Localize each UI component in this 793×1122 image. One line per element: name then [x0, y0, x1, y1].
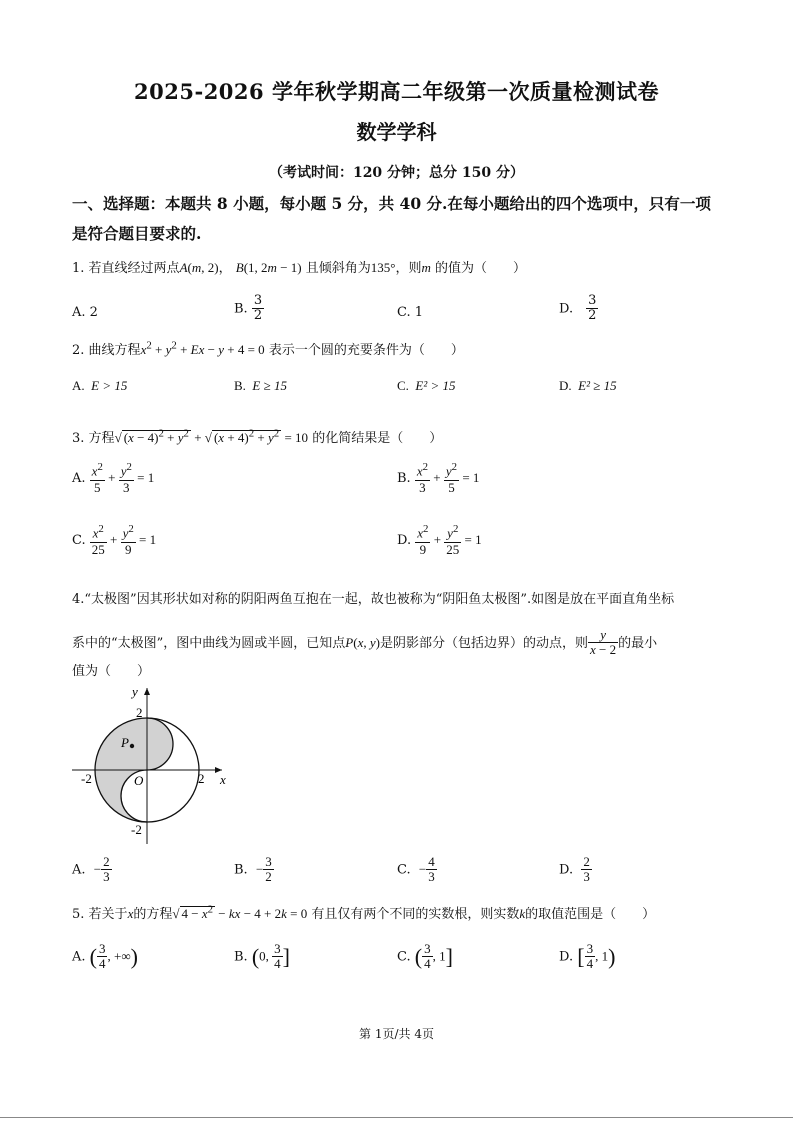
section-heading-line2: 是符合题目要求的.	[72, 224, 202, 243]
formula-point-a: A	[179, 260, 188, 275]
q1-option-b[interactable]: B. $\frac{3}{2}$	[234, 293, 263, 324]
formula-ellipse-definition: √ $(x - 4)^2 + y^2$ + √ $(x + 4)^2 + y^2 = 10$	[114, 427, 309, 445]
question-number: 2.	[72, 343, 85, 358]
tick-y-bottom: -2	[131, 822, 142, 837]
y-axis-label: y	[132, 684, 138, 699]
question-text: 若直线经过两点	[88, 261, 180, 276]
formula-slope-fraction: $\frac{y}{x - 2}$	[590, 627, 617, 658]
page-footer: 第 1页/共 4页	[359, 1027, 434, 1041]
q5-option-a[interactable]: A. ( $\frac{3}{4}$ , +∞)	[72, 941, 138, 972]
question-3: 3. 方程√ $(x - 4)^2 + y^2$ + √ $(x + 4)^2 + y^2 = 10$ 的化简结果是（ ）	[72, 427, 443, 446]
section-heading-line1: 一、选择题：本题共 8 小题，每小题 5 分，共 40 分.在每小题给出的四个选项中，只有一项	[72, 194, 711, 213]
point-p-label: P	[121, 735, 129, 750]
formula-point-p: P	[345, 634, 354, 650]
question-4-line3: 值为（ ）	[72, 664, 151, 679]
q3-option-d[interactable]: D. $\frac{x^2}{9}$ + $\frac{y^2}{25}$ = 1	[397, 523, 482, 557]
question-text: 方程	[88, 431, 115, 446]
q2-option-a[interactable]: A. E > 15	[72, 378, 128, 393]
q4-option-c[interactable]: C. − $\frac{4}{3}$	[397, 854, 435, 885]
q5-option-c[interactable]: C. ( $\frac{3}{4}$ , 1]	[397, 941, 453, 972]
question-number: 1.	[72, 261, 85, 276]
y-axis-arrow	[144, 688, 150, 695]
tick-x-left: -2	[81, 771, 92, 786]
q5-option-d[interactable]: D. [ $\frac{3}{4}$ , 1)	[559, 941, 616, 972]
q4-option-b[interactable]: B. − $\frac{3}{2}$	[234, 854, 272, 885]
q2-option-c[interactable]: C. E² > 15	[397, 378, 456, 393]
question-number: 5.	[72, 907, 85, 922]
question-number: 3.	[72, 431, 85, 446]
origin-label: O	[134, 773, 144, 788]
q1-option-a[interactable]: A. 2	[72, 305, 98, 320]
q3-option-a[interactable]: A. $\frac{x^2}{5}$ + $\frac{y^2}{3}$ = 1	[72, 461, 155, 495]
q4-option-d[interactable]: D. $\frac{2}{3}$	[559, 854, 590, 885]
q1-option-d[interactable]: D. $\frac{3}{2}$	[559, 293, 597, 324]
question-2: 2. 曲线方程$x^2 + y^2 + Ex - y + 4 = 0$ 表示一个圆的充要条件为（ ）	[72, 339, 464, 358]
question-1: 1. 若直线经过两点A(m, 2)， B(1, 2m − 1) 且倾斜角为135°，则m 的值为（ ）	[72, 260, 527, 276]
question-4	[72, 588, 674, 607]
subject-title: 数学学科	[356, 120, 437, 144]
q3-option-c[interactable]: C. $\frac{x^2}{25}$ + $\frac{y^2}{9}$ = 1	[72, 523, 157, 557]
q5-option-b[interactable]: B. (0, $\frac{3}{4}$ ]	[234, 941, 290, 972]
q3-option-b[interactable]: B. $\frac{x^2}{3}$ + $\frac{y^2}{5}$ = 1	[397, 461, 480, 495]
formula-root-equation: √ $4 - x^2$ − kx − 4 + 2k = 0	[172, 903, 308, 921]
exam-title: 2025-2026 学年秋学期高二年级第一次质量检测试卷	[134, 79, 659, 104]
q4-option-a[interactable]: A. − $\frac{2}{3}$	[72, 854, 110, 885]
tick-y-top: 2	[136, 705, 143, 720]
tick-x-right: 2	[198, 771, 205, 786]
q2-option-b[interactable]: B. E ≥ 15	[234, 378, 287, 393]
x-axis-label: x	[220, 772, 226, 787]
question-text-line1: “太极图”因其形状如对称的阴阳两鱼互抱在一起，故也被称为“阴阳鱼太极图”.如图是放在平面直角坐标	[84, 592, 675, 607]
question-number: 4.	[72, 592, 85, 607]
q2-option-d[interactable]: D. E² ≥ 15	[559, 378, 617, 393]
formula-angle: 135°	[370, 260, 396, 275]
question-text: 曲线方程	[88, 343, 141, 358]
exam-time-info: （考试时间：120 分钟；总分 150 分）	[268, 165, 525, 181]
point-p-marker	[130, 744, 134, 748]
question-5: 5. 若关于x的方程√ $4 - x^2$ − kx − 4 + 2k = 0 有且仅有两个不同的实数根，则实数k的取值范围是（ ）	[72, 903, 656, 922]
formula-circle-equation: x	[140, 342, 147, 357]
q1-option-c[interactable]: C. 1	[397, 305, 424, 320]
bottom-divider	[0, 1117, 793, 1118]
taiji-figure	[72, 684, 242, 844]
question-4-line2: 系中的“太极图”，图中曲线为圆或半圆，已知点P(x, y)是阴影部分（包括边界）的动点，则 $\frac{y}{x - 2}$ 的最小	[72, 627, 658, 658]
formula-point-b: B	[235, 260, 244, 275]
